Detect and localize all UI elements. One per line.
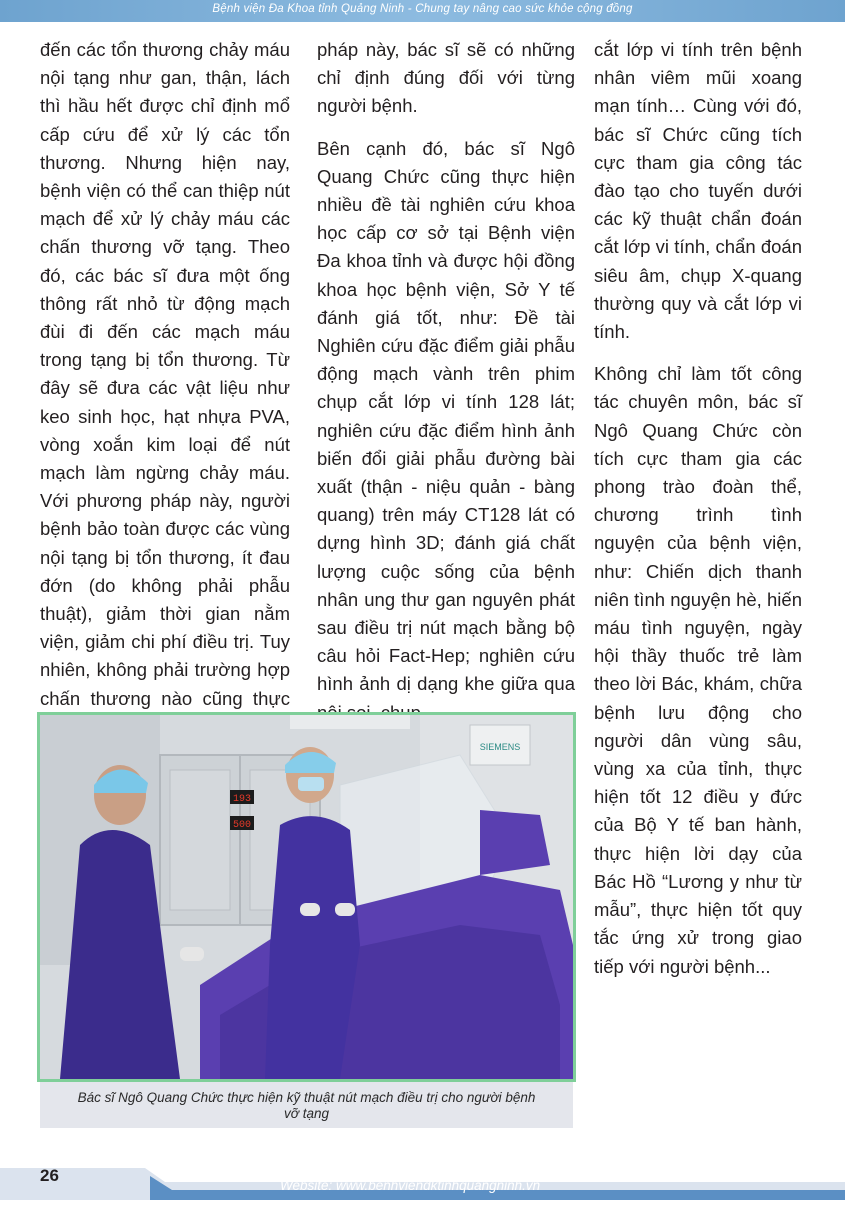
- photo-caption: Bác sĩ Ngô Quang Chức thực hiện kỹ thuật nút mạch điều trị cho người bệnh vỡ tạng: [40, 1082, 573, 1128]
- article-photo: [37, 712, 576, 1082]
- paragraph: cắt lớp vi tính trên bệnh nhân viêm mũi xoang mạn tính… Cùng với đó, bác sĩ Chức cũng tích cực tham gia công tác đào tạo cho tuyến dưới các kỹ thuật chẩn đoán cắt lớp vi tính, chẩn đoán siêu âm, chụp X-quang thường quy và cắt lớp vi tính.: [594, 39, 802, 343]
- photo-scene: [40, 715, 573, 1079]
- text-column-3: [594, 36, 802, 995]
- operating-room-illustration: [40, 715, 573, 1079]
- paragraph: Bên cạnh đó, bác sĩ Ngô Quang Chức cũng thực hiện nhiều đề tài nghiên cứu khoa học cấp cơ sở tại Bệnh viện Đa khoa tỉnh và được hội đồng khoa học bệnh viện, Sở Y tế đánh giá tốt, như: Đề tài Nghiên cứu đặc điểm giải phẫu động mạch vành trên phim chụp cắt lớp vi tính 128 lát; nghiên cứu đặc điểm hình ảnh biến đổi giải phẫu đường bài xuất (thận - niệu quản - bàng quang) trên máy CT128 lát có dựng hình 3D; đánh giá chất lượng cuộc sống của bệnh nhân ung thư gan nguyên phát sau điều trị nút mạch bằng bộ câu hỏi Fact-Hep; nghiên cứu hình ảnh dị dạng khe giữa qua: [317, 137, 575, 695]
- paragraph: pháp này, bác sĩ sẽ có những chỉ định đúng đối với từng người bệnh.: [317, 39, 575, 117]
- page-number: 26: [40, 1166, 59, 1185]
- text-column-2: [317, 36, 575, 741]
- display-bottom-value: 500: [232, 820, 252, 831]
- header-title: Bệnh viện Đa Khoa tỉnh Quảng Ninh - Chung tay nâng cao sức khỏe cộng đồng: [212, 3, 633, 15]
- text-column-1: [40, 36, 290, 755]
- display-top-value: 193: [232, 794, 252, 805]
- website-url: Website: www.benhviendktinhquangninh.vn: [280, 1178, 541, 1193]
- paragraph: Không chỉ làm tốt công tác chuyên môn, bác sĩ Ngô Quang Chức còn tích cực tham gia các phong trào đoàn thể, chương trình tình nguyện của bệnh viện, như: Chiến dịch thanh niên tình nguyện hè, hiến máu tình nguyện, ngày hội thầy thuốc trẻ làm theo lời Bác, khám, chữa bệnh lưu động cho người dân vùng sâu, vùng xa của tỉnh, thực hiện tốt 12 điều y đức của Bộ Y tế ban hành, thực hiện lời dạy của Bác Hồ “Lương y như từ mẫu”, thực hiện tốt quy tắc ứng xử trong giao tiếp với người bệnh...: [594, 363, 802, 977]
- paragraph: đến các tổn thương chảy máu nội tạng như gan, thận, lách thì hầu hết được chỉ định mổ cấp cứu để xử lý các tổn thương. Nhưng hiện nay, bệnh viện có thể can thiệp nút mạch để xử lý chảy máu các chấn thương vỡ tạng. Theo đó, các bác sĩ đưa một ống thông rất nhỏ từ động mạch đùi đi đến các mạch máu trong tạng bị tổn thương. Từ đây sẽ đưa các vật liệu như keo sinh học, hạt nhựa PVA, vòng xoắn kim loại để nút mạch làm ngừng chảy máu. Với phương pháp này, người bệnh bảo toàn được các vùng nội tạng bị tổn thương, ít đau đớn (do không phải phẫu thuật), giảm thời gian nằm viện, giảm chi phí điều trị. Tuy nhiên, không phải trường hợp chấn thương nào cũng thực: [40, 39, 290, 709]
- machine-brand-label: SIEMENS: [479, 742, 521, 752]
